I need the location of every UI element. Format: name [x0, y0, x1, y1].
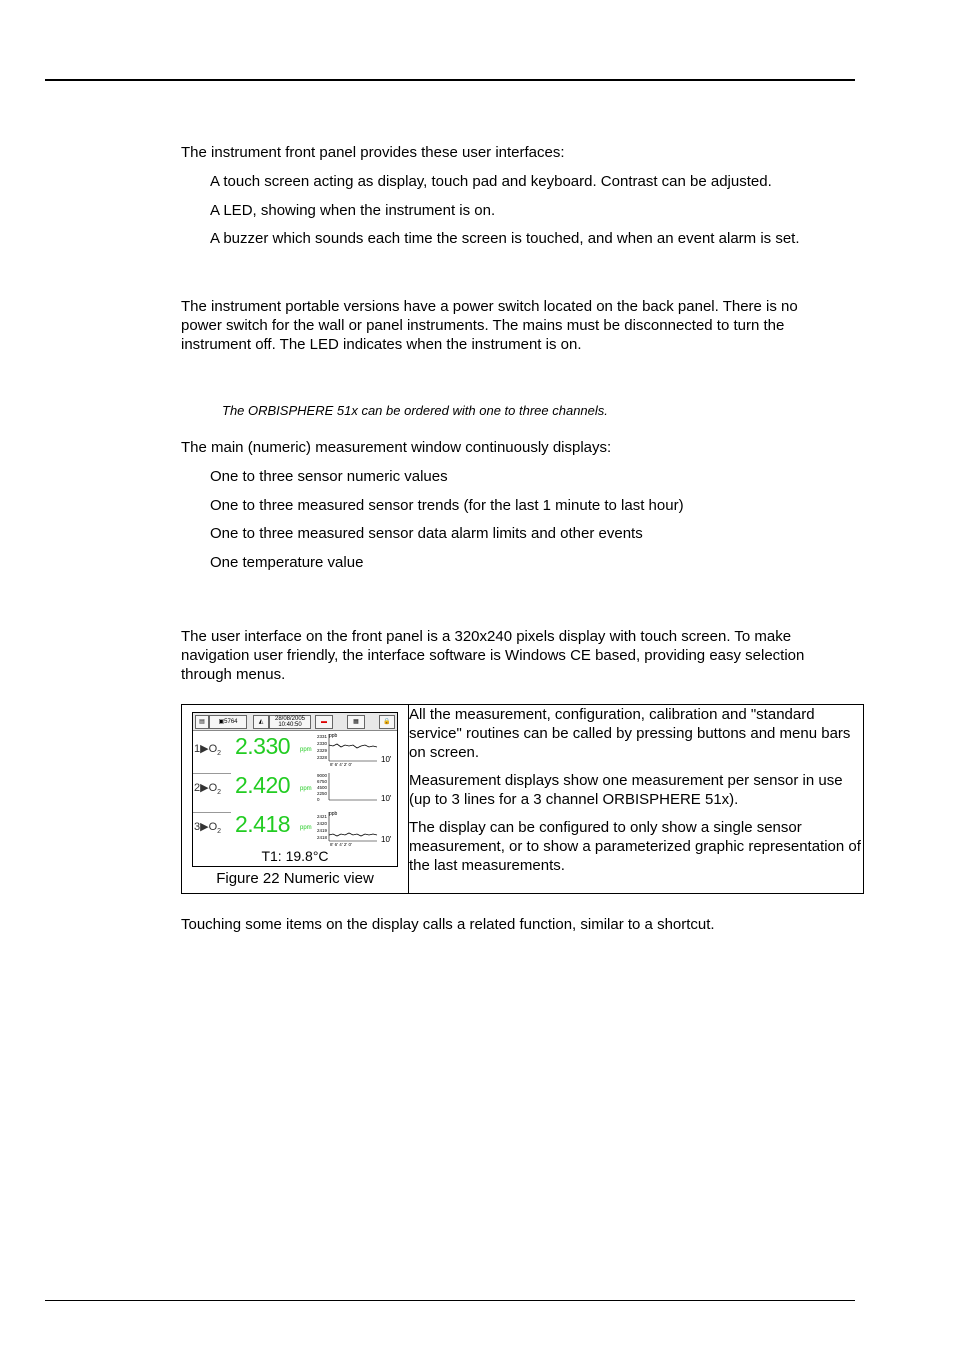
- main-window-item: One to three measured sensor trends (for the last 1 minute to last hour): [210, 497, 684, 514]
- measurement-unit: ppm: [300, 747, 312, 753]
- storage-indicator: [209, 715, 247, 729]
- trend-tick: 2419: [317, 828, 328, 833]
- datetime-indicator: [269, 715, 311, 729]
- shortcut-text: Touching some items on the display calls a related function, similar to a shortcut.: [181, 916, 715, 933]
- trend-axis-labels: 8' 6' 4' 2' 0': [330, 842, 352, 847]
- screen-time: 10:40:50: [278, 722, 302, 728]
- trend-end-label: 10': [381, 755, 392, 764]
- screen-date: 28/08/2005: [274, 716, 306, 722]
- save-icon: ▣: [218, 719, 225, 725]
- trend-line: [329, 833, 377, 836]
- ui-paragraph: [181, 627, 861, 684]
- alarm-icon: ▬: [315, 715, 333, 729]
- menu-icon: ▤: [195, 715, 209, 729]
- trend-tick: 2329: [317, 748, 328, 753]
- interface-item: A touch screen acting as display, touch pad and keyboard. Contrast can be adjusted.: [210, 173, 772, 190]
- trend-tick: 0: [317, 797, 320, 802]
- channel-label: $1▶O_2$: [194, 743, 222, 758]
- measurement-row: [193, 732, 397, 770]
- interface-item: A buzzer which sounds each time the screen is touched, and when an event alarm is set.: [210, 230, 800, 247]
- main-window-item: One temperature value: [210, 554, 364, 571]
- trend-chart: [315, 771, 397, 809]
- trend-chart: [315, 810, 397, 848]
- trend-tick: 2250: [317, 791, 328, 796]
- trend-tick: 2330: [317, 741, 328, 746]
- trend-tick: 9000: [317, 773, 328, 778]
- measurement-value: 2.420: [235, 772, 291, 798]
- ui-line: navigation user friendly, the interface software is Windows CE based, providing easy selection: [181, 647, 805, 664]
- header-rule: [45, 79, 855, 81]
- figure-table: [181, 704, 864, 894]
- storage-count: 5764: [224, 719, 238, 725]
- lock-icon: 🔒: [379, 715, 395, 729]
- trend-unit: ppb: [329, 733, 338, 739]
- power-paragraph: [181, 297, 861, 354]
- figure-caption: Figure 22 Numeric view: [216, 870, 374, 887]
- trend-end-label: 10': [381, 835, 392, 844]
- trend-tick: 2328: [317, 755, 328, 760]
- measurement-row: [193, 771, 397, 809]
- trend-chart: [315, 732, 397, 770]
- measurement-value: 2.330: [235, 733, 291, 759]
- interface-item: A LED, showing when the instrument is on.: [210, 202, 496, 219]
- figure-text: Measurement displays show one measurement per sensor in use (up to 3 lines for a 3 channel ORBISPHERE 51x).: [409, 772, 843, 808]
- footer-rule: [45, 1300, 855, 1301]
- trend-line: [329, 744, 377, 748]
- trend-tick: 2331: [317, 734, 328, 739]
- channel-label: $2▶O_2$: [194, 782, 222, 797]
- measurement-row: [193, 810, 397, 848]
- trend-tick: 4500: [317, 785, 328, 790]
- trend-tick: 2421: [317, 814, 328, 819]
- main-window-item: One to three sensor numeric values: [210, 468, 448, 485]
- power-line: instrument off. The LED indicates when the instrument is on.: [181, 336, 582, 353]
- screen-toolbar: [193, 713, 397, 731]
- main-window-intro: The main (numeric) measurement window continuously displays:: [181, 439, 612, 456]
- figure-text-cell: [409, 705, 864, 894]
- main-window-item: One to three measured sensor data alarm limits and other events: [210, 525, 643, 542]
- trend-end-label: 10': [381, 794, 392, 803]
- measurement-value: 2.418: [235, 811, 291, 837]
- measurement-unit: ppm: [300, 786, 312, 792]
- trend-tick: 2418: [317, 835, 328, 840]
- trend-unit: ppb: [329, 811, 338, 817]
- channel-label: $3▶O_2$: [194, 821, 222, 836]
- ui-line: The user interface on the front panel is a 320x240 pixels display with touch screen. To make: [181, 628, 792, 645]
- graph-icon: ◭: [253, 715, 269, 729]
- trend-tick: 6750: [317, 779, 328, 784]
- document-icon: ▦: [347, 715, 365, 729]
- power-line: power switch for the wall or panel instruments. The mains must be disconnected to turn the: [181, 317, 785, 334]
- measurement-unit: ppm: [300, 825, 312, 831]
- power-line: The instrument portable versions have a power switch located on the back panel. There is no: [181, 298, 798, 315]
- numeric-view-screenshot: [192, 712, 398, 867]
- figure-text: All the measurement, configuration, calibration and "standard service" routines can be called by pressing buttons and menu bars on screen.: [409, 706, 851, 761]
- temperature-readout: T1: 19.8°C: [261, 848, 329, 864]
- trend-axis-labels: 8' 6' 4' 2' 0': [330, 762, 352, 767]
- figure-text: The display can be configured to only show a single sensor measurement, or to show a parameterized graphic representation of the last measurements.: [409, 819, 861, 874]
- figure-image-cell: [182, 705, 409, 894]
- ui-line: through menus.: [181, 666, 286, 683]
- trend-tick: 2420: [317, 821, 328, 826]
- channels-note: The ORBISPHERE 51x can be ordered with one to three channels.: [222, 403, 608, 418]
- intro-text: The instrument front panel provides these user interfaces:: [181, 144, 565, 161]
